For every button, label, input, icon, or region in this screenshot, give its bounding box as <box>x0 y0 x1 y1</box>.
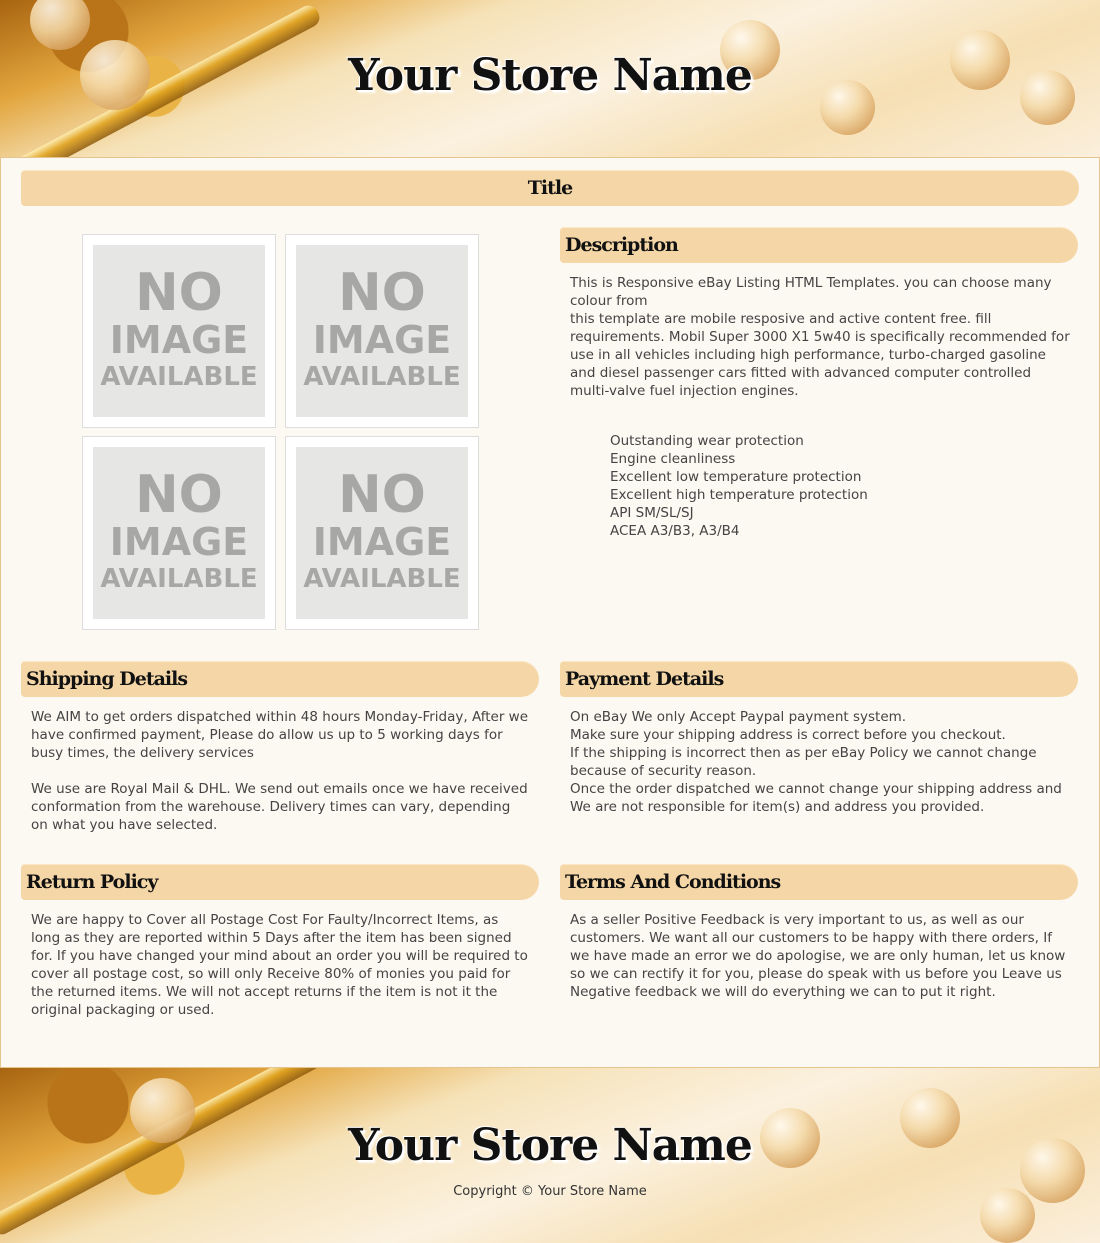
return-policy-heading: Return Policy <box>26 871 158 893</box>
feature-item: API SM/SL/SJ <box>610 505 694 521</box>
copyright-text: Copyright © Your Store Name <box>453 1184 647 1199</box>
no-image-placeholder <box>296 447 468 619</box>
return-policy-heading-bar <box>21 864 539 900</box>
description-heading-bar <box>560 227 1078 263</box>
feature-item: Engine cleanliness <box>610 451 736 467</box>
gallery-thumbnail[interactable] <box>82 234 276 428</box>
terms-text: As a seller Positive Feedback is very important to us, as well as our customers. We want all our customers to be happy with there orders, If we have made an error we do apologise, we are only human, let us know so we can rectify it for you, please do speak with us before you Leave us Negative feedback we will do everything we can to put it right. <box>570 912 1066 1000</box>
shipping-heading: Shipping Details <box>26 668 188 690</box>
gallery-thumbnail[interactable] <box>285 436 479 630</box>
listing-content <box>0 157 1100 1068</box>
feature-item: Excellent high temperature protection <box>610 487 868 503</box>
placeholder-line: NO <box>135 465 223 525</box>
gallery-thumbnail[interactable] <box>285 234 479 428</box>
placeholder-line: NO <box>135 263 223 323</box>
feature-list <box>610 432 868 540</box>
store-name-footer[interactable]: Your Store Name <box>348 1120 752 1171</box>
placeholder-line: AVAILABLE <box>303 362 461 392</box>
feature-item: ACEA A3/B3, A3/B4 <box>610 523 740 539</box>
shipping-text: We AIM to get orders dispatched within 48 hours Monday-Friday, After we have confirmed payment, Please do allow us up to 5 working days for busy times, the delivery services We use are Royal Mail & DHL. We send out emails once we have received conformation from the warehouse. Delivery times can vary, depending on what you have selected. <box>31 709 529 833</box>
gallery-thumbnail[interactable] <box>82 436 276 630</box>
description-heading: Description <box>565 234 678 256</box>
store-name-header[interactable]: Your Store Name <box>348 50 752 101</box>
terms-heading: Terms And Conditions <box>565 871 781 893</box>
placeholder-line: IMAGE <box>312 520 452 564</box>
placeholder-line: AVAILABLE <box>303 564 461 594</box>
header-banner <box>0 0 1100 157</box>
feature-item: Outstanding wear protection <box>610 433 804 449</box>
placeholder-line: IMAGE <box>312 318 452 362</box>
shipping-heading-bar <box>21 661 539 697</box>
payment-text: On eBay We only Accept Paypal payment system. Make sure your shipping address is correct before you checkout. If the shipping is incorrect then as per eBay Policy we cannot change because of security reason. Once the order dispatched we cannot change your shipping address and We are not responsible for item(s) and address you provided. <box>570 709 1062 815</box>
return-policy-text: We are happy to Cover all Postage Cost For Faulty/Incorrect Items, as long as they are reported within 5 Days after the item has been signed for. If you have changed your mind about an order you will be required to cover all postage cost, so will only Receive 80% of monies you paid for the returned items. We will not accept returns if the item is not it the original packaging or used. <box>31 912 528 1018</box>
image-gallery <box>82 234 482 634</box>
placeholder-line: NO <box>338 263 426 323</box>
placeholder-line: AVAILABLE <box>100 362 258 392</box>
placeholder-line: IMAGE <box>109 520 249 564</box>
pearl-decoration <box>30 0 90 50</box>
no-image-placeholder <box>296 245 468 417</box>
feature-item: Excellent low temperature protection <box>610 469 862 485</box>
payment-heading-bar <box>560 661 1078 697</box>
no-image-placeholder <box>93 245 265 417</box>
placeholder-line: AVAILABLE <box>100 564 258 594</box>
footer-banner <box>0 1068 1100 1243</box>
placeholder-line: NO <box>338 465 426 525</box>
terms-heading-bar <box>560 864 1078 900</box>
placeholder-line: IMAGE <box>109 318 249 362</box>
description-text: This is Responsive eBay Listing HTML Templates. you can choose many colour from this template are mobile resposive and active content free. fill requirements. Mobil Super 3000 X1 5w40 is specifically recommended for use in all vehicles including high performance, turbo-charged gasoline and diesel passenger cars fitted with advanced computer controlled multi-valve fuel injection engines. <box>570 275 1070 399</box>
payment-heading: Payment Details <box>565 668 724 690</box>
title-bar <box>21 170 1079 206</box>
no-image-placeholder <box>93 447 265 619</box>
listing-title: Title <box>527 177 573 199</box>
